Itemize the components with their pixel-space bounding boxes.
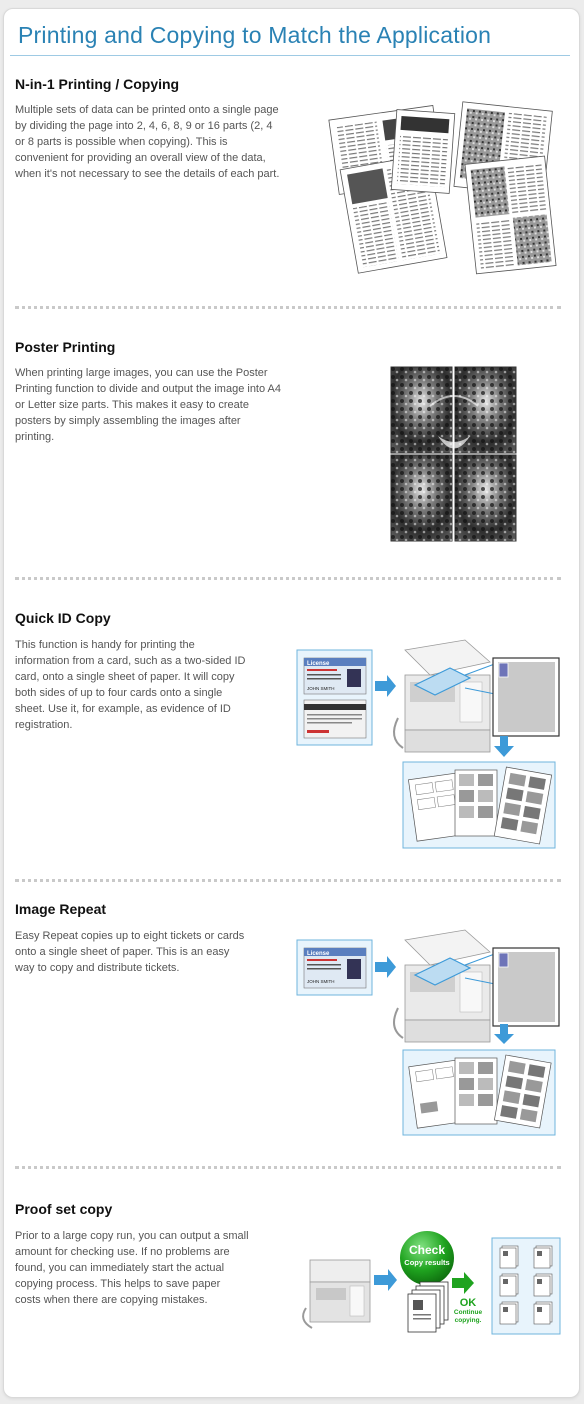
poster-illustration bbox=[390, 366, 518, 542]
n-in-1-illustration bbox=[330, 100, 560, 275]
text-line: copying process. This helps to save paper bbox=[15, 1278, 221, 1290]
result-sheet bbox=[455, 770, 497, 836]
output-sheet bbox=[493, 948, 559, 1026]
card-name: JOHN SMITH bbox=[307, 686, 335, 691]
section-title-n-in-1: N-in-1 Printing / Copying bbox=[15, 76, 180, 92]
poster-tile bbox=[391, 455, 452, 541]
text-line: posters by simply assembling the images after bbox=[15, 415, 241, 427]
result-sheet bbox=[455, 1058, 497, 1124]
arrow-right-icon bbox=[375, 675, 396, 697]
text-line: or Letter size parts. This makes it easy to create bbox=[15, 399, 249, 411]
text-line: found, you can immediately start the actual bbox=[15, 1262, 225, 1274]
document-sheet bbox=[391, 110, 454, 194]
section-title-image-repeat: Image Repeat bbox=[15, 901, 107, 917]
copier-machine bbox=[303, 1260, 370, 1328]
text-line: by dividing the page into 2, 4, 6, 8, 9 or 16 parts (2, 4 bbox=[15, 120, 273, 132]
text-line: costs when there are copying mistakes. bbox=[15, 1294, 208, 1306]
quick-id-illustration bbox=[295, 640, 563, 850]
arrow-down-icon bbox=[494, 736, 514, 757]
section-divider bbox=[15, 879, 561, 882]
text-line: or 8 parts is possible when copying). This is bbox=[15, 136, 228, 148]
section-text-quick-id bbox=[15, 637, 245, 733]
section-divider bbox=[15, 306, 561, 309]
text-line: sheet. Use it, for example, as evidence of ID bbox=[15, 703, 231, 715]
card-license-label: License bbox=[307, 661, 330, 667]
text-line: Easy Repeat copies up to eight tickets or cards bbox=[15, 930, 245, 942]
text-line: information from a card, such as a two-sided ID bbox=[15, 655, 246, 667]
poster-tile bbox=[455, 455, 516, 541]
id-card-front bbox=[304, 658, 366, 694]
text-line: registration. bbox=[15, 719, 73, 731]
page-title: Printing and Copying to Match the Application bbox=[18, 22, 492, 48]
arrow-right-icon bbox=[452, 1272, 474, 1294]
arrow-right-icon bbox=[375, 956, 396, 978]
id-card-front bbox=[304, 948, 366, 988]
text-line: both sides of up to four cards onto a single bbox=[15, 687, 223, 699]
section-text-poster bbox=[15, 365, 281, 445]
id-card-back bbox=[304, 700, 366, 738]
section-title-quick-id: Quick ID Copy bbox=[15, 610, 111, 626]
proof-set-illustration bbox=[296, 1228, 564, 1340]
section-title-poster: Poster Printing bbox=[15, 339, 116, 355]
proof-paper-stack bbox=[408, 1282, 448, 1332]
copy-results-label: Copy results bbox=[404, 1258, 450, 1267]
section-title-proof-set: Proof set copy bbox=[15, 1201, 113, 1217]
text-line: way to copy and distribute tickets. bbox=[15, 962, 180, 974]
text-line: When printing large images, you can use the Poster bbox=[15, 367, 268, 379]
document-sheet bbox=[465, 156, 556, 274]
text-line: when it's not necessary to see the details of each part. bbox=[15, 168, 280, 180]
arrow-right-icon bbox=[374, 1269, 397, 1291]
section-text-image-repeat bbox=[15, 928, 244, 976]
arrow-down-icon bbox=[494, 1024, 514, 1044]
text-line: convenient for providing an overall view of the data, bbox=[15, 152, 266, 164]
card-license-label: License bbox=[307, 951, 330, 957]
section-divider bbox=[15, 1166, 561, 1169]
copier-machine bbox=[394, 930, 490, 1042]
image-repeat-illustration bbox=[295, 930, 563, 1140]
text-line: printing. bbox=[15, 431, 55, 443]
section-divider bbox=[15, 577, 561, 580]
text-line: card, onto a single sheet of paper. It will copy bbox=[15, 671, 235, 683]
output-sheet bbox=[493, 658, 559, 736]
card-name: JOHN SMITH bbox=[307, 979, 335, 984]
continue-label: Continue bbox=[453, 1309, 483, 1316]
text-line: This function is handy for printing the bbox=[15, 639, 195, 651]
text-line: Printing function to divide and output the image into A4 bbox=[15, 383, 282, 395]
continue-label: copying. bbox=[454, 1317, 482, 1324]
text-line: onto a single sheet of paper. This is an easy bbox=[15, 946, 230, 958]
copier-machine bbox=[394, 640, 490, 752]
text-line: Multiple sets of data can be printed onto a single page bbox=[15, 104, 279, 116]
text-line: Prior to a large copy run, you can output a small bbox=[15, 1230, 249, 1242]
section-text-proof-set bbox=[15, 1228, 249, 1308]
title-rule bbox=[10, 55, 570, 56]
text-line: amount for checking use. If no problems are bbox=[15, 1246, 230, 1258]
ok-label: OK bbox=[459, 1297, 477, 1309]
check-label: Check bbox=[408, 1243, 446, 1257]
section-text-n-in-1 bbox=[15, 102, 279, 182]
